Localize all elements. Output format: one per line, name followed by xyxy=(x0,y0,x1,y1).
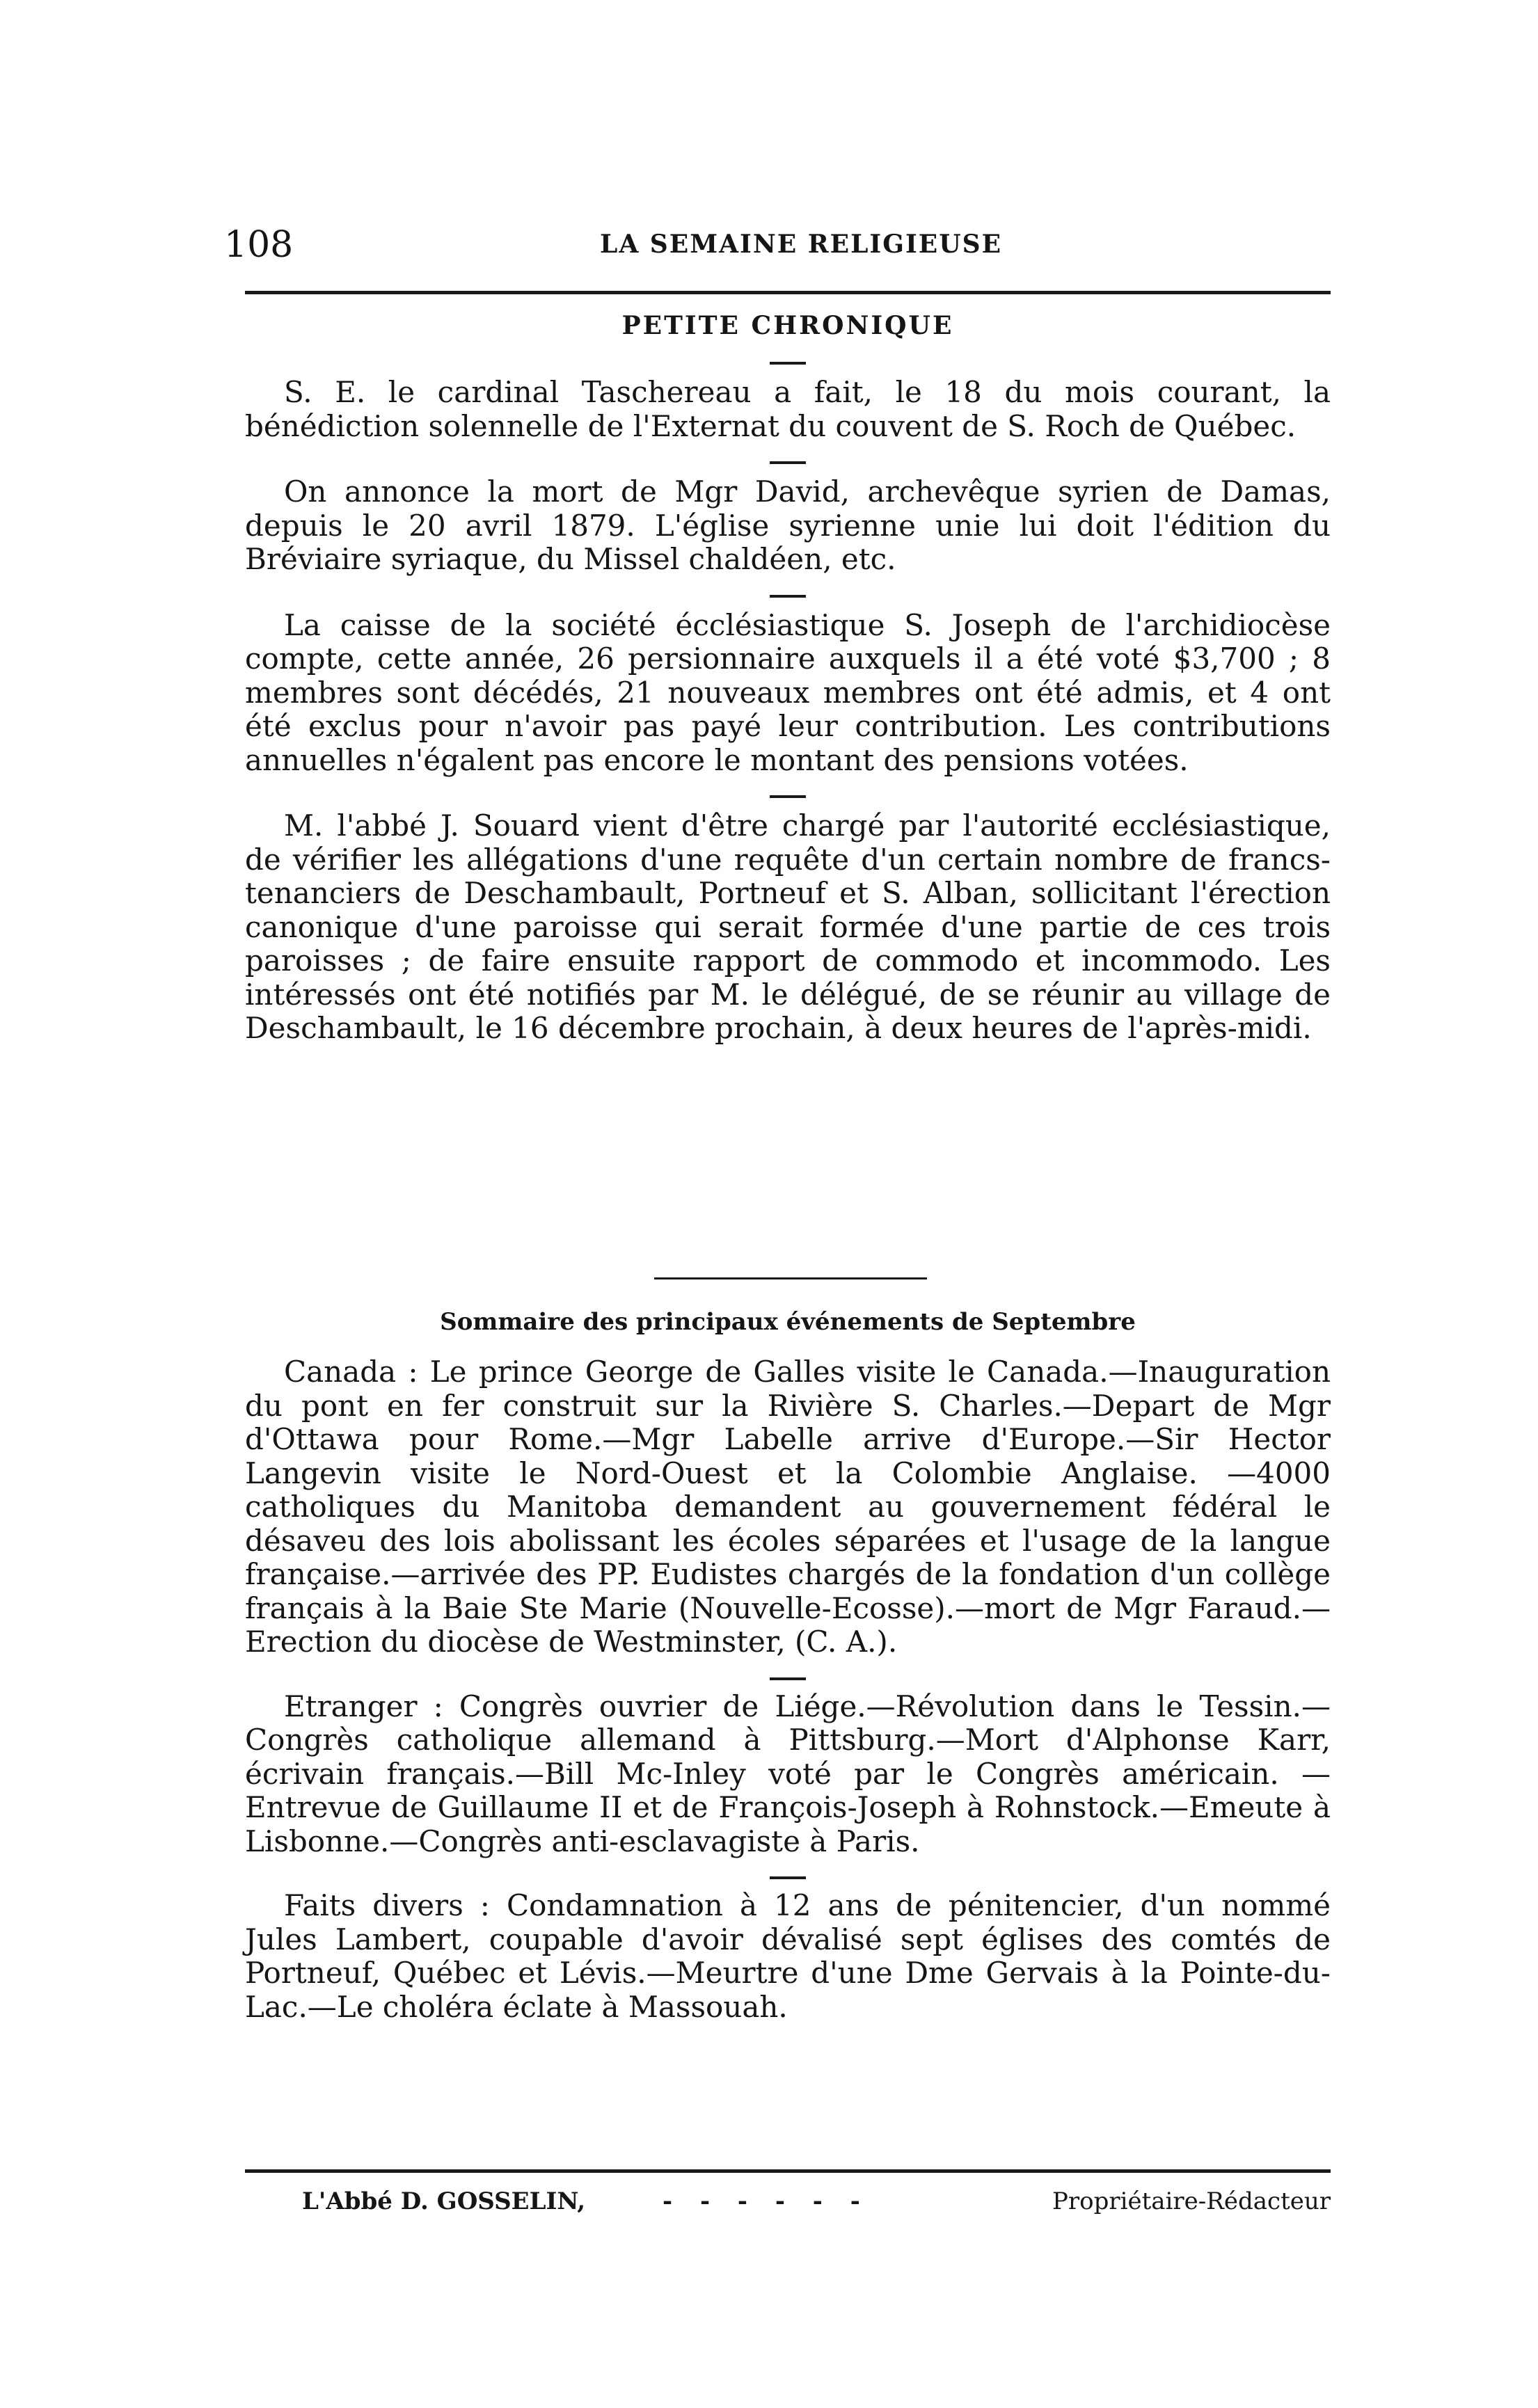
paragraph-mgr-david: On annonce la mort de Mgr David, archevêque syrien de Damas, depuis le 20 avril 1879. L'église syrienne unie lui doit l'édition du Bréviaire syriaque, du Missel chaldéen, etc. xyxy=(245,475,1331,576)
footer-leader-dots: - - - - - - xyxy=(663,2187,870,2215)
summary-title: Sommaire des principaux événements de Septembre xyxy=(440,1308,1136,1336)
running-title: LA SEMAINE RELIGIEUSE xyxy=(600,230,1003,259)
running-header xyxy=(224,224,1331,266)
paragraph-cardinal: S. E. le cardinal Taschereau a fait, le 18 du mois courant, la bénédiction solennelle de l'Externat du couvent de S. Roch de Québec. xyxy=(245,375,1331,443)
summary-canada: Canada : Le prince George de Galles visite le Canada.—Inauguration du pont en fer construit sur la Rivière S. Charles.—Depart de Mgr d'Ottawa pour Rome.—Mgr Labelle arrive d'Europe.—Sir Hector Langevin visite le Nord-Ouest et la Colombie Anglaise. —4000 catholiques du Manitoba demandent au gouvernement fédéral le désaveu des lois abolissant les écoles séparées et l'usage de la langue française.—arrivée des PP. Eudistes chargés de la fondation d'un collège français à la Baie Ste Marie (Nouvelle-Ecosse).—mort de Mgr Faraud.—Erection du diocèse de Westminster, (C. A.). xyxy=(245,1355,1331,1659)
separator-dash xyxy=(770,795,806,798)
header-rule xyxy=(245,291,1331,294)
paragraph-caisse: La caisse de la société écclésiastique S. Joseph de l'archidiocèse compte, cette année, 26 persionnaire auxquels il a été voté $3,700 ; 8 membres sont décédés, 21 nouveaux membres ont été admis, et 4 ont été exclus pour n'avoir pas payé leur contribution. Les contributions annuelles n'égalent pas encore le montant des pensions votées. xyxy=(245,607,1331,777)
summary-divider xyxy=(654,1277,927,1279)
separator-dash xyxy=(770,1677,806,1680)
separator-dash xyxy=(770,595,806,598)
separator-dash xyxy=(770,1876,806,1879)
section-title: PETITE CHRONIQUE xyxy=(621,311,954,340)
summary-etranger: Etranger : Congrès ouvrier de Liége.—Révolution dans le Tessin.—Congrès catholique allemand à Pittsburg.—Mort d'Alphonse Karr, écrivain français.—Bill Mc-Inley voté par le Congrès américain. —Entrevue de Guillaume II et de François-Joseph à Rohnstock.—Emeute à Lisbonne.—Congrès anti-esclavagiste à Paris. xyxy=(245,1689,1331,1858)
footer-rule xyxy=(245,2169,1331,2173)
editor-role: Propriétaire-Rédacteur xyxy=(1052,2187,1331,2215)
petite-chronique-section xyxy=(245,310,1331,1046)
summary-faits-divers: Faits divers : Condamnation à 12 ans de pénitencier, d'un nommé Jules Lambert, coupable d'avoir dévalisé sept églises des comtés de Portneuf, Québec et Lévis.—Meurtre d'une Dme Gervais à la Pointe-du-Lac.—Le choléra éclate à Massouah. xyxy=(245,1888,1331,2024)
separator-dash xyxy=(770,362,806,365)
page-number: 108 xyxy=(224,224,294,266)
summary-section xyxy=(245,1308,1331,2024)
editor-name: L'Abbé D. GOSSELIN, xyxy=(302,2187,586,2215)
separator-dash xyxy=(770,461,806,464)
paragraph-abbe-souard: M. l'abbé J. Souard vient d'être chargé par l'autorité ecclésiastique, de vérifier les allégations d'une requête d'un certain nombre de francs-tenanciers de Deschambault, Portneuf et S. Alban, sollicitant l'érection canonique d'une paroisse qui serait formée d'une partie de ces trois paroisses ; de faire ensuite rapport de commodo et incommodo. Les intéressés ont été notifiés par M. le délégué, de se réunir au village de Deschambault, le 16 décembre prochain, à deux heures de l'après-midi. xyxy=(245,808,1331,1045)
